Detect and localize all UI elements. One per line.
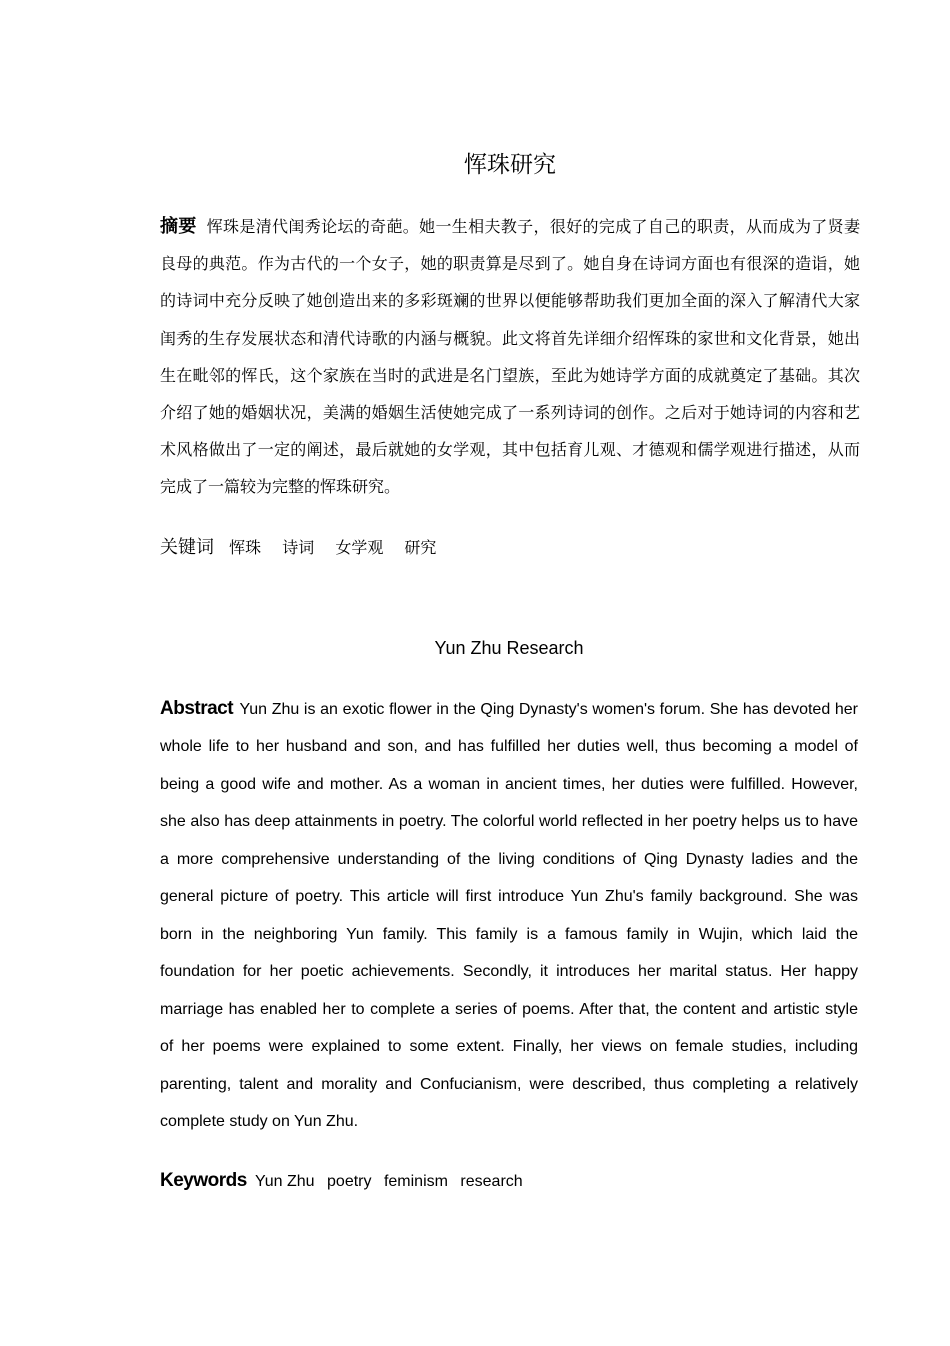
chinese-keyword: 女学观 — [335, 538, 384, 557]
english-title: Yun Zhu Research — [434, 638, 584, 658]
chinese-abstract-label: 摘要 — [160, 216, 197, 237]
chinese-keywords-label: 关键词 — [160, 537, 214, 558]
chinese-title: 恽珠研究 — [464, 152, 556, 178]
english-keyword: Yun Zhu — [254, 1173, 315, 1190]
chinese-keyword: 恽珠 — [229, 538, 262, 557]
chinese-keyword: 诗词 — [282, 538, 315, 557]
chinese-abstract — [160, 208, 860, 506]
english-abstract-label: Abstract — [160, 698, 234, 719]
chinese-keyword: 研究 — [404, 538, 437, 557]
english-abstract-text: Yun Zhu is an exotic flower in the Qing Dynasty's women's forum. She has devoted her whole life to her husband and son, and has fulfilled her duties well, thus becoming a model of being a good wife and mother. As a woman in ancient times, her duties were fulfilled. However, she also has deep attainments in poetry. The colorful world reflected in her poetry helps us to have a more comprehensive understanding of the living conditions of Qing Dynasty ladies and the general picture of poetry. This article will first introduce Yun Zhu's family background. She was born in the neighboring Yun family. This family is a famous family in Wujin, which laid the foundation for her poetic achievements. Secondly, it introduces her marital status. Her happy marriage has enabled her to complete a series of poems. After that, the content and artistic style of her poems were explained to some extent. Finally, her views on female studies, including parenting, talent and morality and Confucianism, were described, thus completing a relatively complete study on Yun Zhu. — [160, 701, 859, 1130]
english-keywords-label: Keywords — [160, 1170, 247, 1191]
chinese-abstract-text: 恽珠是清代闺秀论坛的奇葩。她一生相夫教子，很好的完成了自己的职责，从而成为了贤妻良母的典范。作为古代的一个女子，她的职责算是尽到了。她自身在诗词方面也有很深的造诣，她的诗词中充分反映了她创造出来的多彩斑斓的世界以便能够帮助我们更加全面的深入了解清代大家闺秀的生存发展状态和清代诗歌的内涵与概貌。此文将首先详细介绍恽珠的家世和文化背景，她出生在毗邻的恽氏，这个家族在当时的武进是名门望族，至此为她诗学方面的成就奠定了基础。其次介绍了她的婚姻状况，美满的婚姻生活使她完成了一系列诗词的创作。之后对于她诗词的内容和艺术风格做出了一定的阐述，最后就她的女学观，其中包括育儿观、才德观和儒学观进行描述，从而完成了一篇较为完整的恽珠研究。 — [160, 217, 860, 497]
english-keywords — [160, 1163, 531, 1200]
english-keyword: poetry — [327, 1173, 372, 1190]
english-keyword: feminism — [383, 1173, 448, 1190]
chinese-keywords — [160, 530, 452, 566]
english-keyword: research — [460, 1173, 523, 1190]
english-abstract — [160, 690, 858, 1140]
